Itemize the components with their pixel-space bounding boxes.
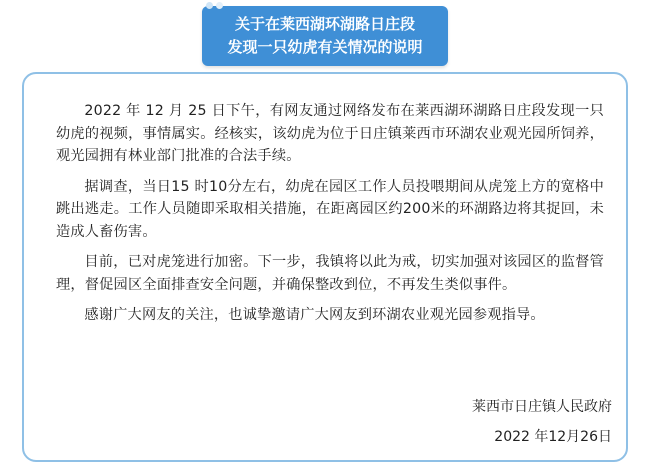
signature-block (472, 392, 612, 452)
paragraph-2: 据调查，当日15 时10分左右，幼虎在园区工作人员投喂期间从虎笼上方的宽格中跳出逃走。工作人员随即采取相关措施，在距离园区约200米的环湖路边将其捉回，未造成人畜伤害。 (56, 178, 604, 240)
issue-date: 2022 年12月26日 (494, 429, 612, 445)
issuing-organization: 莱西市日庄镇人民政府 (472, 399, 612, 415)
statement-body (56, 100, 604, 335)
title-line-1: 关于在莱西湖环湖路日庄段 (234, 15, 415, 33)
paragraph-4: 感谢广大网友的关注，也诚挚邀请广大网友到环湖农业观光园参观指导。 (84, 307, 545, 323)
paragraph-1: 2022 年 12 月 25 日下午，有网友通过网络发布在莱西湖环湖路日庄段发现一只幼虎的视频，事情属实。经核实，该幼虎为位于日庄镇莱西市环湖农业观光园所饲养，观光园拥有林业部门批准的合法手续。 (56, 103, 604, 164)
decorative-dot (216, 2, 223, 9)
paragraph-3: 目前，已对虎笼进行加密。下一步，我镇将以此为戒，切实加强对该园区的监督管理，督促园区全面排查安全问题，并确保整改到位，不再发生类似事件。 (56, 254, 604, 293)
decorative-dot (206, 2, 213, 9)
title-line-2: 发现一只幼虎有关情况的说明 (227, 38, 423, 56)
title-banner (202, 6, 448, 66)
